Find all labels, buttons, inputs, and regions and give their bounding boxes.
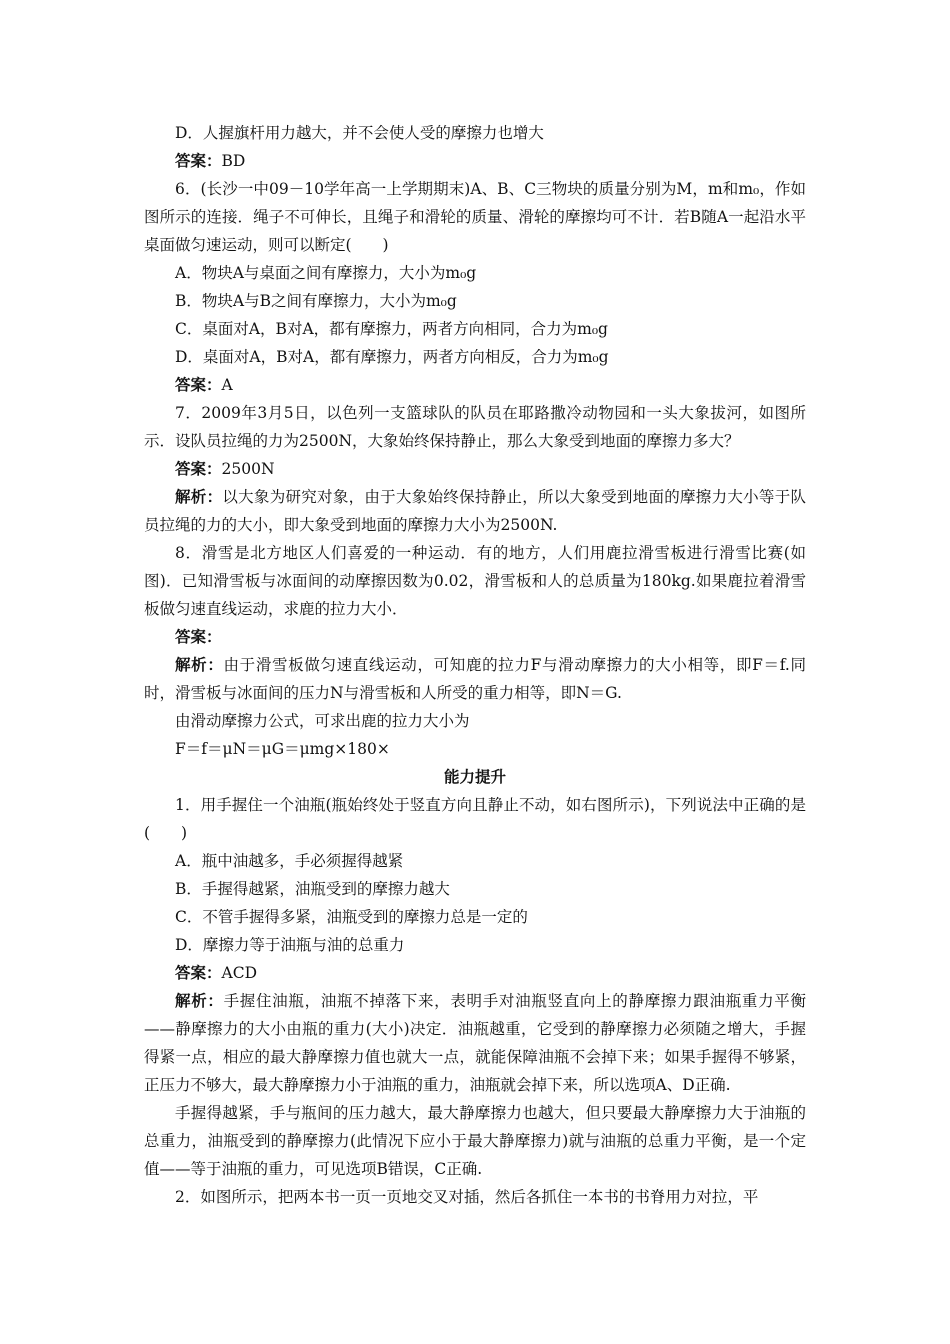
labeled-paragraph [144, 455, 806, 483]
labeled-paragraph [144, 623, 806, 651]
paragraph [144, 259, 806, 287]
paragraph [144, 539, 806, 623]
paragraph-label: 答案： [175, 152, 222, 170]
paragraph [144, 875, 806, 903]
paragraph-label: 解析： [175, 992, 224, 1010]
paragraph [144, 903, 806, 931]
paragraph-label: 解析： [175, 488, 223, 506]
paragraph-text: 2．如图所示，把两本书一页一页地交叉对插，然后各抓住一本书的书脊用力对拉，平 [175, 1188, 759, 1206]
paragraph-text: D．摩擦力等于油瓶与油的总重力 [175, 936, 405, 954]
paragraph-text: B．物块A与B之间有摩擦力，大小为m₀g [175, 292, 457, 310]
paragraph-text: F＝f＝μN＝μG＝μmg×180× [175, 740, 390, 758]
labeled-paragraph [144, 371, 806, 399]
paragraph [144, 931, 806, 959]
paragraph [144, 287, 806, 315]
paragraph-text: 由滑动摩擦力公式，可求出鹿的拉力大小为 [175, 712, 470, 730]
labeled-paragraph [144, 483, 806, 539]
paragraph-text: 能力提升 [443, 768, 506, 786]
labeled-paragraph [144, 651, 806, 707]
paragraph-text: 7．2009年3月5日，以色列一支篮球队的队员在耶路撒冷动物园和一头大象拔河，如图所示．设队员拉绳的力为2500N，大象始终保持静止，那么大象受到地面的摩擦力多大？ [144, 404, 806, 450]
paragraph [144, 399, 806, 455]
paragraph-text: ACD [221, 964, 257, 982]
paragraph-label: 答案： [175, 964, 222, 982]
paragraph-text: A [221, 376, 233, 394]
paragraph [144, 315, 806, 343]
labeled-paragraph [144, 987, 806, 1099]
paragraph [144, 1099, 806, 1183]
paragraph-text: 手握得越紧，手与瓶间的压力越大，最大静摩擦力也越大，但只要最大静摩擦力大于油瓶的总重力，油瓶受到的静摩擦力(此情况下应小于最大静摩擦力)就与油瓶的总重力平衡，是一个定值——等于油瓶的重力，可见选项B错误，C正确. [144, 1104, 806, 1178]
labeled-paragraph [144, 959, 806, 987]
paragraph-text: 1．用手握住一个油瓶(瓶始终处于竖直方向且静止不动，如右图所示)，下列说法中正确的是( ) [144, 796, 806, 842]
paragraph-text: 以大象为研究对象，由于大象始终保持静止，所以大象受到地面的摩擦力大小等于队员拉绳的力的大小，即大象受到地面的摩擦力大小为2500N. [144, 488, 806, 534]
labeled-paragraph [144, 147, 806, 175]
paragraph-text: C．不管手握得多紧，油瓶受到的摩擦力总是一定的 [175, 908, 528, 926]
paragraph [144, 707, 806, 735]
paragraph [144, 119, 806, 147]
paragraph-text: D．人握旗杆用力越大，并不会使人受的摩擦力也增大 [175, 124, 544, 142]
paragraph-text: 2500N [221, 460, 275, 478]
paragraph-text: D．桌面对A，B对A，都有摩擦力，两者方向相反，合力为m₀g [175, 348, 609, 366]
paragraph [144, 1183, 806, 1211]
paragraph-text: 8．滑雪是北方地区人们喜爱的一种运动．有的地方，人们用鹿拉滑雪板进行滑雪比赛(如图)．已知滑雪板与冰面间的动摩擦因数为0.02，滑雪板和人的总质量为180kg.如果鹿拉着滑雪板做匀速直线运动，求鹿的拉力大小． [144, 544, 806, 618]
paragraph-text: BD [221, 152, 246, 170]
paragraph-text: B．手握得越紧，油瓶受到的摩擦力越大 [175, 880, 450, 898]
paragraph-label: 答案： [175, 628, 222, 646]
paragraph [144, 175, 806, 259]
document-page [144, 119, 806, 1211]
paragraph-text: A．瓶中油越多，手必须握得越紧 [175, 852, 404, 870]
paragraph-label: 解析： [175, 656, 224, 674]
paragraph-text: 6．(长沙一中09－10学年高一上学期期末)A、B、C三物块的质量分别为M，m和m₀，作如图所示的连接．绳子不可伸长，且绳子和滑轮的质量、滑轮的摩擦均可不计．若B随A一起沿水平桌面做匀速运动，则可以断定( ) [144, 180, 806, 254]
paragraph [144, 847, 806, 875]
paragraph-label: 答案： [175, 460, 222, 478]
section-heading [144, 763, 806, 791]
paragraph [144, 343, 806, 371]
paragraph-text: 手握住油瓶，油瓶不掉落下来，表明手对油瓶竖直向上的静摩擦力跟油瓶重力平衡——静摩擦力的大小由瓶的重力(大小)决定．油瓶越重，它受到的静摩擦力必须随之增大，手握得紧一点，相应的最大静摩擦力值也就大一点，就能保障油瓶不会掉下来；如果手握得不够紧，正压力不够大，最大静摩擦力小于油瓶的重力，油瓶就会掉下来，所以选项A、D正确. [144, 992, 806, 1094]
paragraph-text: A．物块A与桌面之间有摩擦力，大小为m₀g [175, 264, 477, 282]
paragraph [144, 735, 806, 763]
paragraph-text: 由于滑雪板做匀速直线运动，可知鹿的拉力F与滑动摩擦力的大小相等，即F＝f.同时，滑雪板与冰面间的压力N与滑雪板和人所受的重力相等，即N＝G. [144, 656, 806, 702]
paragraph-label: 答案： [175, 376, 222, 394]
paragraph-text: C．桌面对A，B对A，都有摩擦力，两者方向相同，合力为m₀g [175, 320, 608, 338]
paragraph [144, 791, 806, 847]
